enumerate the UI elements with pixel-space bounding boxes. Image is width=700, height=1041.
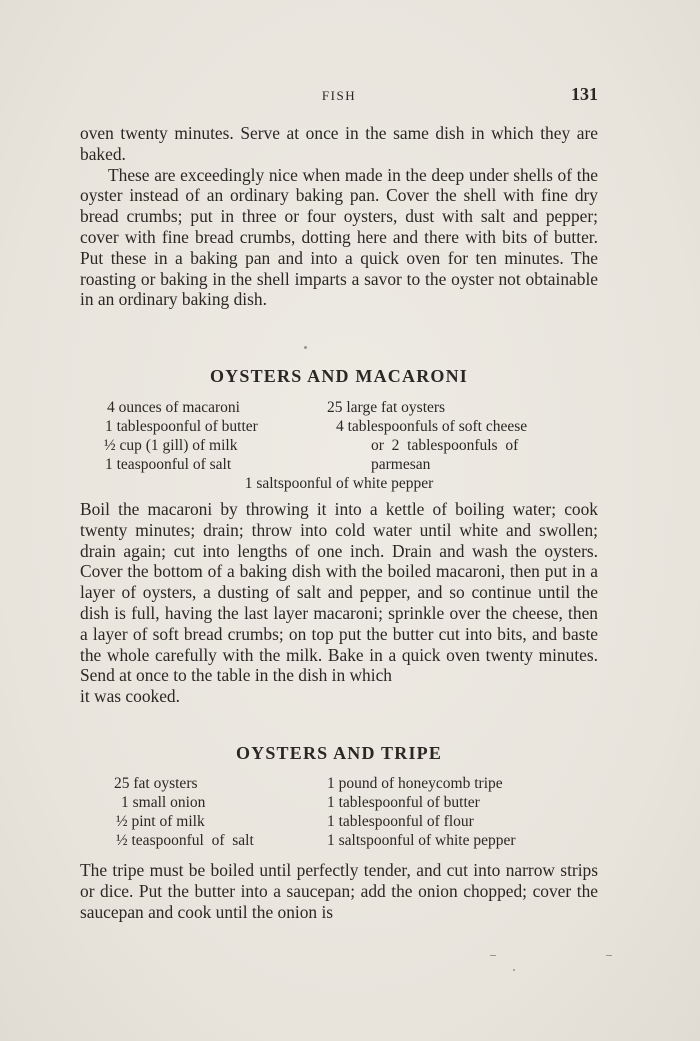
- recipe-title-tripe: OYSTERS AND TRIPE: [235, 743, 443, 763]
- ingredient-item: 1 small onion: [121, 794, 206, 811]
- method-macaroni: [80, 499, 598, 707]
- ingredient-item: 25 large fat oysters: [327, 399, 446, 416]
- ingredient-item: 1 tablespoonful of butter: [327, 794, 480, 811]
- intro-paragraph-1: oven twenty minutes. Serve at once in the same dish in which they are baked.: [80, 123, 598, 164]
- ingredient-item: or 2 tablespoonfuls of: [371, 437, 519, 454]
- ingredients-macaroni: [80, 398, 598, 494]
- ingredient-item: 1 saltspoonful of white pepper: [244, 475, 434, 492]
- ingredients-tripe: [80, 774, 598, 852]
- intro-text: [80, 123, 598, 310]
- method-paragraph: The tripe must be boiled until perfectly tender, and cut into narrow strips or dice. Put the butter into a saucepan; add the onion chopped; cover the saucepan and cook until the onion is: [80, 860, 598, 922]
- ingredient-item: 25 fat oysters: [114, 775, 198, 792]
- ingredient-item: 1 tablespoonful of butter: [105, 418, 258, 435]
- method-paragraph-end: it was cooked.: [80, 686, 180, 707]
- page-number: 131: [571, 84, 598, 104]
- method-paragraph: Boil the macaroni by throwing it into a kettle of boiling water; cook twenty minutes; drain; throw into cold water until white and swollen; drain again; cut into lengths of one inch. Drain and wash the oysters. Cover the bottom of a baking dish with the boiled macaroni, then put in a layer of oysters, a dusting of salt and pepper, and so continue until the dish is full, having the last layer macaroni; sprinkle over the cheese, then a layer of soft bread crumbs; on top put the butter cut into bits, and baste the whole carefully with the milk. Bake in a quick oven twenty minutes. Send at once to the table in the dish in which: [80, 499, 598, 686]
- running-head: [80, 84, 598, 106]
- ingredient-item: 1 tablespoonful of flour: [327, 813, 474, 830]
- ingredient-item: 1 saltspoonful of white pepper: [327, 832, 516, 849]
- recipe-title-macaroni: OYSTERS AND MACARONI: [209, 366, 469, 386]
- ingredient-item: ½ cup (1 gill) of milk: [104, 437, 238, 454]
- intro-paragraph-2: These are exceedingly nice when made in the deep under shells of the oyster instead of an ordinary baking pan. Cover the shell with fine dry bread crumbs; put in three or four oysters, dust with salt and pepper; cover with fine bread crumbs, dotting here and there with bits of butter. Put these in a baking pan and into a quick oven for ten minutes. The roasting or baking in the shell imparts a savor to the oyster not obtainable in an ordinary baking dish.: [80, 164, 598, 310]
- ingredient-item: 4 tablespoonfuls of soft cheese: [336, 418, 528, 435]
- ingredient-item: parmesan: [371, 456, 431, 473]
- ingredient-item: ½ teaspoonful of salt: [116, 832, 254, 849]
- ingredient-item: 1 teaspoonful of salt: [105, 456, 232, 473]
- print-speck: [490, 955, 496, 956]
- method-tripe: [80, 860, 598, 922]
- ingredient-item: 1 pound of honeycomb tripe: [327, 775, 503, 792]
- print-speck: [606, 955, 612, 956]
- ingredient-item: 4 ounces of macaroni: [107, 399, 240, 416]
- print-speck: [304, 346, 307, 349]
- print-speck: [513, 969, 515, 971]
- ingredient-item: ½ pint of milk: [116, 813, 205, 830]
- section-title: FISH: [321, 88, 357, 103]
